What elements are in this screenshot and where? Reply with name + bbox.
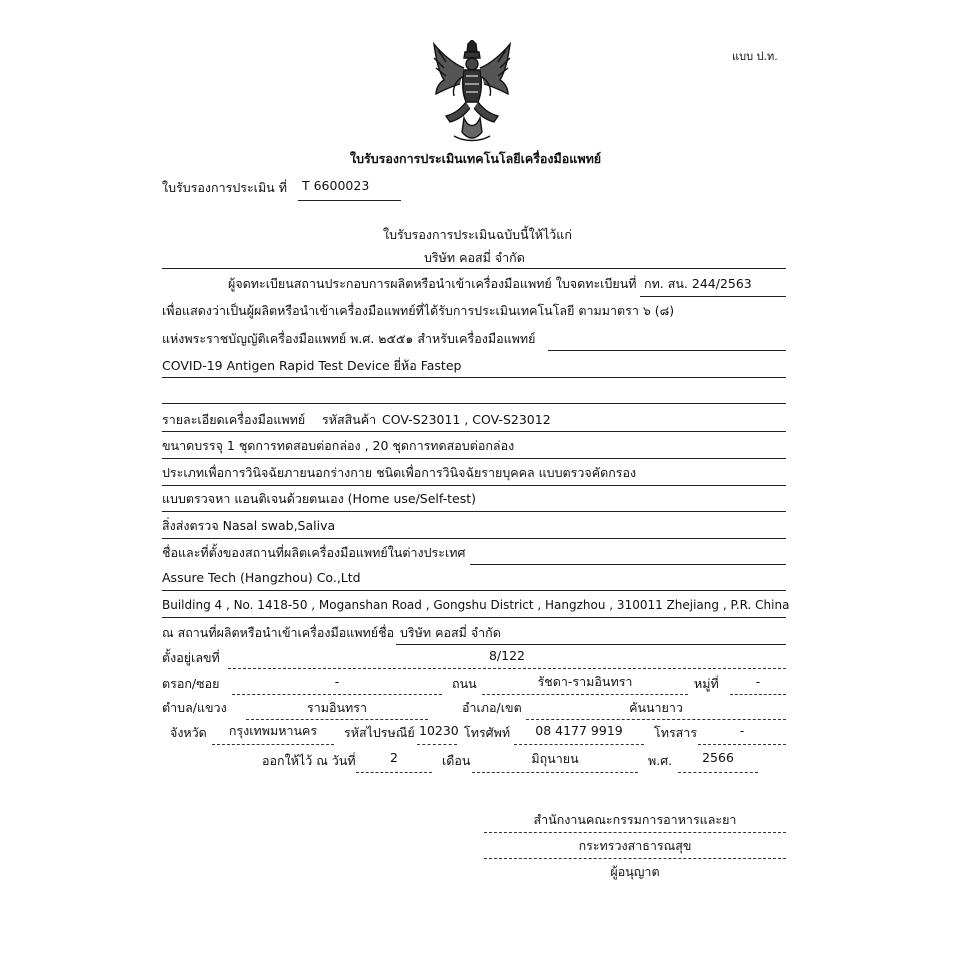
district-underline: [526, 719, 786, 720]
issuer-org-line1: สำนักงานคณะกรรมการอาหารและยา: [533, 812, 737, 827]
test-kind-underline: [162, 511, 786, 512]
road-underline: [482, 694, 688, 695]
manufacturer-label: ชื่อและที่ตั้งของสถานที่ผลิตเครื่องมือแพทย์ในต่างประเทศ: [162, 545, 466, 560]
device-underline: [162, 377, 786, 378]
document-title: ใบรับรองการประเมินเทคโนโลยีเครื่องมือแพทย์: [350, 151, 602, 166]
issue-day-underline: [356, 772, 432, 773]
company-underline: [162, 268, 786, 269]
province-underline: [212, 744, 334, 745]
importer-label: ณ สถานที่ผลิตหรือนำเข้าเครื่องมือแพทย์ชื่อ: [162, 625, 395, 640]
company-name: บริษัท คอสมี่ จำกัด: [424, 250, 525, 265]
moo: -: [755, 674, 761, 689]
moo-underline: [730, 694, 786, 695]
fax-underline: [698, 744, 786, 745]
license-number: กท. สน. 244/2563: [644, 276, 752, 291]
province: กรุงเทพมหานคร: [228, 723, 318, 738]
district: คันนายาว: [629, 700, 683, 715]
manufacturer-name-underline: [162, 590, 786, 591]
address-no-label: ตั้งอยู่เลขที่: [162, 650, 220, 665]
province-label: จังหวัด: [170, 725, 207, 740]
issue-year-label: พ.ศ.: [648, 753, 673, 768]
form-code: แบบ ป.ท.: [732, 50, 778, 63]
fax: -: [739, 723, 745, 738]
certificate-number-underline: [298, 200, 401, 201]
details-underline: [162, 431, 786, 432]
specimen: สิ่งส่งตรวจ Nasal swab,Saliva: [162, 518, 336, 533]
product-codes: COV-S23011 , COV-S23012: [382, 412, 551, 427]
issued-to-label: ใบรับรองการประเมินฉบับนี้ให้ไว้แก่: [383, 227, 572, 242]
issue-day: 2: [390, 750, 398, 765]
issue-month: มิถุนายน: [531, 751, 579, 766]
manufacturer-address: Building 4 , No. 1418-50 , Moganshan Road , Gongshu District , Hangzhou , 310011 Zhejiang , P.R. China: [162, 598, 790, 612]
phone-label: โทรศัพท์: [464, 725, 511, 740]
phone-underline: [514, 744, 644, 745]
fax-label: โทรสาร: [654, 725, 698, 740]
manufacturer-name: Assure Tech (Hangzhou) Co.,Ltd: [162, 570, 361, 585]
test-kind: แบบตรวจหา แอนติเจนด้วยตนเอง (Home use/Self-test): [162, 491, 476, 506]
address-no: 8/122: [488, 648, 526, 663]
subdistrict-underline: [246, 719, 428, 720]
postal-code: 10230: [419, 723, 459, 738]
issue-year-underline: [678, 772, 758, 773]
issuer-org-line2-underline: [484, 858, 786, 859]
subdistrict: รามอินทรา: [307, 700, 367, 715]
soi-underline: [232, 694, 442, 695]
road: รัชดา-รามอินทรา: [537, 674, 633, 689]
act-underline: [548, 350, 786, 351]
soi-label: ตรอก/ซอย: [162, 676, 220, 691]
product-code-label: รหัสสินค้า: [322, 412, 377, 427]
details-label: รายละเอียดเครื่องมือแพทย์: [162, 412, 306, 427]
issue-month-underline: [472, 772, 638, 773]
issue-month-label: เดือน: [442, 753, 471, 768]
garuda-emblem: [424, 40, 520, 144]
issuer-org-line1-underline: [484, 832, 786, 833]
address-no-underline: [228, 668, 786, 669]
road-label: ถนน: [452, 676, 477, 691]
district-label: อำเภอ/เขต: [462, 700, 522, 715]
soi: -: [334, 674, 340, 689]
phone: 08 4177 9919: [535, 723, 623, 738]
postal-label: รหัสไปรษณีย์: [344, 725, 415, 740]
package-underline: [162, 458, 786, 459]
act-line: แห่งพระราชบัญญัติเครื่องมือแพทย์ พ.ศ. ๒๕๕๑ สำหรับเครื่องมือแพทย์: [162, 331, 536, 346]
certificate-number: T 6600023: [302, 178, 370, 193]
issuer-org-line2: กระทรวงสาธารณสุข: [578, 838, 692, 853]
issue-year: 2566: [702, 750, 734, 765]
specimen-underline: [162, 538, 786, 539]
certificate-number-label: ใบรับรองการประเมิน ที่: [162, 180, 287, 195]
importer-name: บริษัท คอสมี่ จำกัด: [400, 625, 501, 640]
device-name: COVID-19 Antigen Rapid Test Device ยี่ห้อ Fastep: [162, 358, 462, 373]
blank-line: [162, 403, 786, 404]
license-line-label: ผู้จดทะเบียนสถานประกอบการผลิตหรือนำเข้าเครื่องมือแพทย์ ใบจดทะเบียนที่: [228, 276, 637, 291]
purpose-line: เพื่อแสดงว่าเป็นผู้ผลิตหรือนำเข้าเครื่องมือแพทย์ที่ได้รับการประเมินเทคโนโลยี ตามมาตรา ๖ (๘): [162, 303, 675, 318]
manufacturer-address-underline: [162, 617, 786, 618]
package-size: ขนาดบรรจุ 1 ชุดการทดสอบต่อกล่อง , 20 ชุดการทดสอบต่อกล่อง: [162, 438, 515, 453]
type-underline: [162, 485, 786, 486]
subdistrict-label: ตำบล/แขวง: [162, 700, 227, 715]
issuer-role: ผู้อนุญาต: [610, 864, 660, 879]
postal-underline: [417, 744, 457, 745]
manufacturer-label-underline: [470, 564, 786, 565]
moo-label: หมู่ที่: [694, 676, 719, 691]
device-type: ประเภทเพื่อการวินิจฉัยภายนอกร่างกาย ชนิดเพื่อการวินิจฉัยรายบุคคล แบบตรวจคัดกรอง: [162, 465, 637, 480]
importer-name-underline: [396, 644, 786, 645]
issue-date-label: ออกให้ไว้ ณ วันที่: [262, 753, 356, 768]
license-underline: [640, 296, 786, 297]
